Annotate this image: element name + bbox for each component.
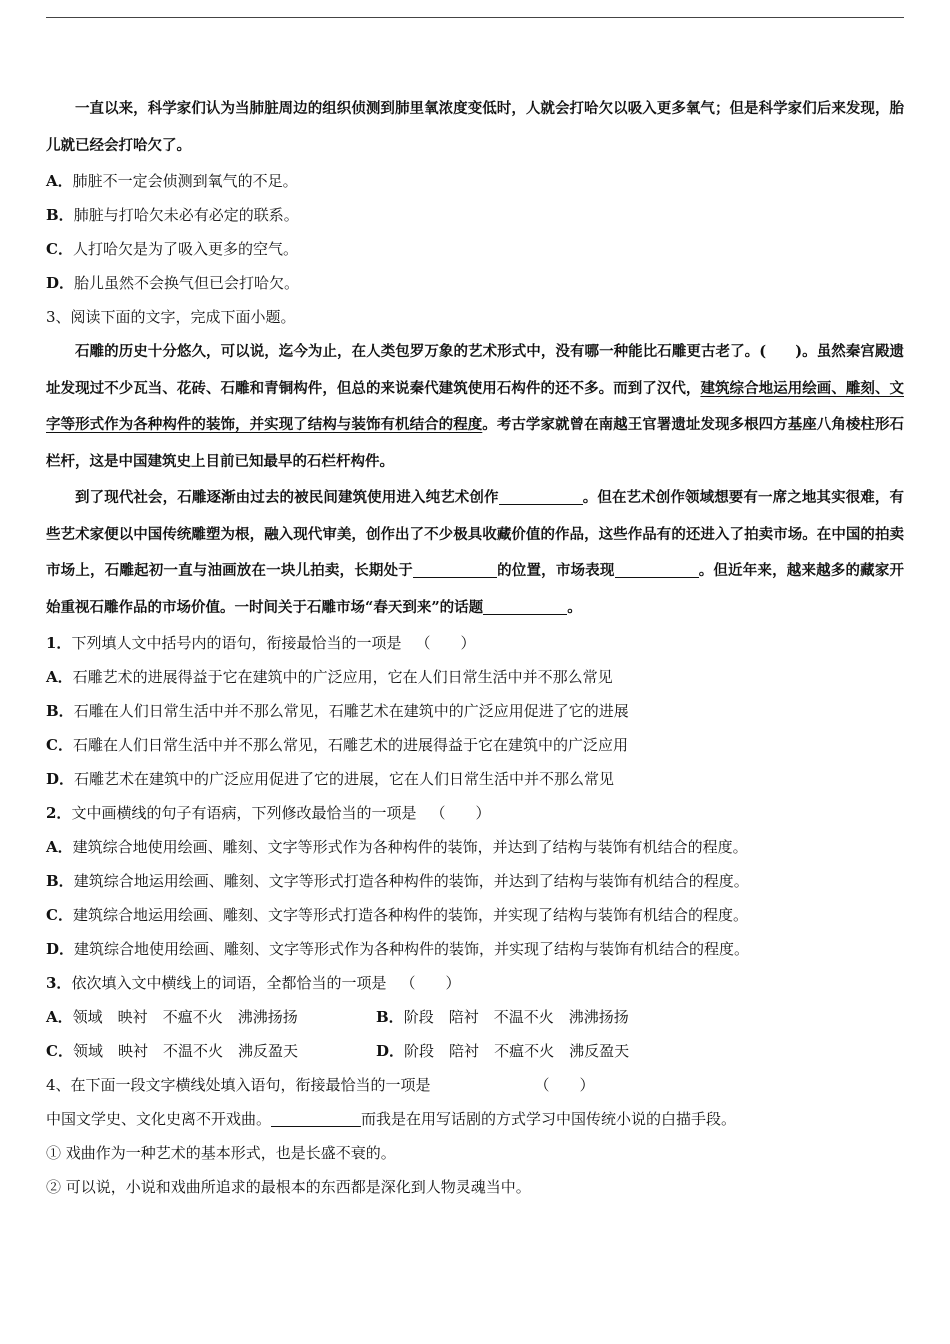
numbered-item-2	[46, 1170, 904, 1204]
option-c	[46, 232, 904, 266]
passage-paragraph-stone-carving	[46, 334, 904, 480]
question-text: 依次填入文中横线上的词语，全都恰当的一项是	[71, 974, 387, 992]
option-word: 陪衬	[448, 1008, 479, 1026]
option-word: 沸沸扬扬	[568, 1008, 629, 1026]
option-text: 建筑综合地使用绘画、雕刻、文字等形式作为各种构件的装饰，并达到了结构与装饰有机结合的程度。	[72, 838, 748, 856]
option-b	[46, 864, 904, 898]
option-label: B．	[376, 1008, 404, 1026]
question-number: 1．	[46, 634, 72, 652]
option-word: 沸沸扬扬	[237, 1008, 298, 1026]
option-text: 建筑综合地使用绘画、雕刻、文字等形式作为各种构件的装饰，并实现了结构与装饰有机结合的程度。	[74, 940, 750, 958]
option-word: 沸反盈天	[569, 1042, 630, 1060]
option-word: 映衬	[117, 1008, 148, 1026]
item-number: ②	[46, 1178, 62, 1196]
option-word: 阶段	[403, 1008, 434, 1026]
option-word: 不温不火	[493, 1008, 554, 1026]
passage-paragraph-modern	[46, 480, 904, 626]
option-word: 不瘟不火	[162, 1008, 223, 1026]
option-label: D．	[376, 1042, 405, 1060]
underlined-sentence: 建筑综合地运用绘画、雕刻、文字等形式作为各种构件的装饰，并实现了结构与装饰有机结合的程度	[46, 379, 904, 433]
question-number: 2．	[46, 804, 72, 822]
passage-paragraph: 一直以来，科学家们认为当肺脏周边的组织侦测到肺里氧浓度变低时，人就会打哈欠以吸入更多氧气；但是科学家们后来发现，胎儿就已经会打哈欠了。	[46, 100, 904, 154]
option-word: 领域	[72, 1008, 103, 1026]
option-label: A．	[46, 838, 73, 856]
option-d	[376, 1042, 629, 1060]
item-number: ①	[46, 1144, 62, 1162]
question-number: 3．	[46, 974, 72, 992]
option-row-cd	[46, 1034, 904, 1068]
fill-blank[interactable]	[271, 1111, 361, 1127]
question-text: 下列填人文中括号内的语句，衔接最恰当的一项是	[71, 634, 402, 652]
option-word: 阶段	[404, 1042, 435, 1060]
option-word: 领域	[72, 1042, 103, 1060]
answer-paren[interactable]: （ ）	[430, 804, 491, 822]
option-label: D．	[46, 940, 75, 958]
numbered-item-1	[46, 1136, 904, 1170]
option-a	[46, 660, 904, 694]
option-label: B．	[46, 872, 74, 890]
question-3-heading: 3、阅读下面的文字，完成下面小题。	[46, 308, 296, 326]
option-word: 不温不火	[163, 1042, 224, 1060]
header-rule	[46, 17, 904, 18]
option-label: A．	[46, 172, 73, 190]
option-a	[46, 1000, 376, 1034]
passage-text: 石雕的历史十分悠久，可以说，迄今为止，在人类包罗万象的艺术形式中，没有哪一种能比石雕更古老了。( )。虽然秦宫殿遗址发现过不少瓦当、花砖、石雕和青铜构件，但总的来说秦代建筑使用石构件的还不多。而到了汉代，	[46, 343, 904, 397]
option-c	[46, 1034, 376, 1068]
option-label: B．	[46, 702, 74, 720]
passage-text: 。但在艺术创作领域想要有一席之地其实很难，有些艺术家便以中国传统雕塑为根，融入现代审美，创作出了不少极具收藏价值的作品，这些作品有的还进入了拍卖市场。在中国的拍卖市场上，石雕起初一直与油画放在一块儿拍卖，长期处于	[46, 489, 904, 579]
passage-text: 到了现代社会，石雕逐渐由过去的被民间建筑使用进入纯艺术创作	[75, 489, 499, 506]
passage-text: 。但近年来，越来越多的藏家开始重视石雕作品的市场价值。一时间关于石雕市场“春天到来”的话题	[46, 562, 905, 616]
option-text: 建筑综合地运用绘画、雕刻、文字等形式打造各种构件的装饰，并达到了结构与装饰有机结合的程度。	[73, 872, 749, 890]
option-b	[46, 694, 904, 728]
option-d	[46, 266, 904, 300]
option-text: 石雕艺术在建筑中的广泛应用促进了它的进展，它在人们日常生活中并不那么常见	[74, 770, 615, 788]
option-label: D．	[46, 274, 75, 292]
option-label: C．	[46, 906, 73, 924]
fill-blank[interactable]	[413, 563, 497, 579]
option-text: 建筑综合地运用绘画、雕刻、文字等形式打造各种构件的装饰，并实现了结构与装饰有机结合的程度。	[72, 906, 748, 924]
fill-blank[interactable]	[483, 599, 567, 615]
sub-question-3	[46, 966, 904, 1000]
option-label: B．	[46, 206, 74, 224]
option-text: 肺脏与打哈欠未必有必定的联系。	[73, 206, 299, 224]
sub-question-1	[46, 626, 904, 660]
option-text: 人打哈欠是为了吸入更多的空气。	[72, 240, 298, 258]
option-b	[376, 1008, 629, 1026]
fill-blank[interactable]	[615, 563, 699, 579]
option-label: D．	[46, 770, 75, 788]
option-text: 肺脏不一定会侦测到氧气的不足。	[72, 172, 298, 190]
stem-text: 中国文学史、文化史离不开戏曲。	[46, 1110, 272, 1128]
item-text: 可以说，小说和戏曲所追求的最根本的东西都是深化到人物灵魂当中。	[65, 1178, 531, 1196]
option-text: 胎儿虽然不会换气但已会打哈欠。	[74, 274, 300, 292]
item-text: 戏曲作为一种艺术的基本形式，也是长盛不衰的。	[65, 1144, 396, 1162]
option-a	[46, 164, 904, 198]
option-text: 石雕艺术的进展得益于它在建筑中的广泛应用，它在人们日常生活中并不那么常见	[72, 668, 613, 686]
option-text: 石雕在人们日常生活中并不那么常见，石雕艺术的进展得益于它在建筑中的广泛应用	[72, 736, 628, 754]
answer-paren[interactable]: （ ）	[534, 1076, 595, 1094]
passage-text: 。考古学家就曾在南越王官署遗址发现多根四方基座八角棱柱形石栏杆，这是中国建筑史上目前已知最早的石栏杆构件。	[46, 416, 905, 470]
question-text: 4、在下面一段文字横线处填入语句，衔接最恰当的一项是	[46, 1076, 431, 1094]
option-row-ab	[46, 1000, 904, 1034]
option-word: 沸反盈天	[238, 1042, 299, 1060]
option-word: 不瘟不火	[494, 1042, 555, 1060]
option-d	[46, 762, 904, 796]
answer-paren[interactable]: （ ）	[400, 974, 461, 992]
option-label: A．	[46, 1008, 73, 1026]
option-d	[46, 932, 904, 966]
option-label: C．	[46, 1042, 73, 1060]
option-word: 映衬	[117, 1042, 148, 1060]
passage-text: 的位置，市场表现	[496, 562, 615, 579]
sub-question-2	[46, 796, 904, 830]
stem-text: 而我是在用写话剧的方式学习中国传统小说的白描手段。	[361, 1110, 737, 1128]
question-4-heading	[46, 1068, 904, 1102]
answer-paren[interactable]: （ ）	[415, 634, 476, 652]
option-b	[46, 198, 904, 232]
option-text: 石雕在人们日常生活中并不那么常见，石雕艺术在建筑中的广泛应用促进了它的进展	[73, 702, 629, 720]
question-text: 文中画横线的句子有语病，下列修改最恰当的一项是	[71, 804, 417, 822]
option-word: 陪衬	[449, 1042, 480, 1060]
document-body	[46, 95, 904, 1204]
option-label: C．	[46, 736, 73, 754]
question-4-stem	[46, 1102, 904, 1136]
option-c	[46, 728, 904, 762]
option-a	[46, 830, 904, 864]
passage-text: 。	[567, 598, 582, 616]
option-label: A．	[46, 668, 73, 686]
option-c	[46, 898, 904, 932]
option-label: C．	[46, 240, 73, 258]
fill-blank[interactable]	[499, 490, 583, 506]
